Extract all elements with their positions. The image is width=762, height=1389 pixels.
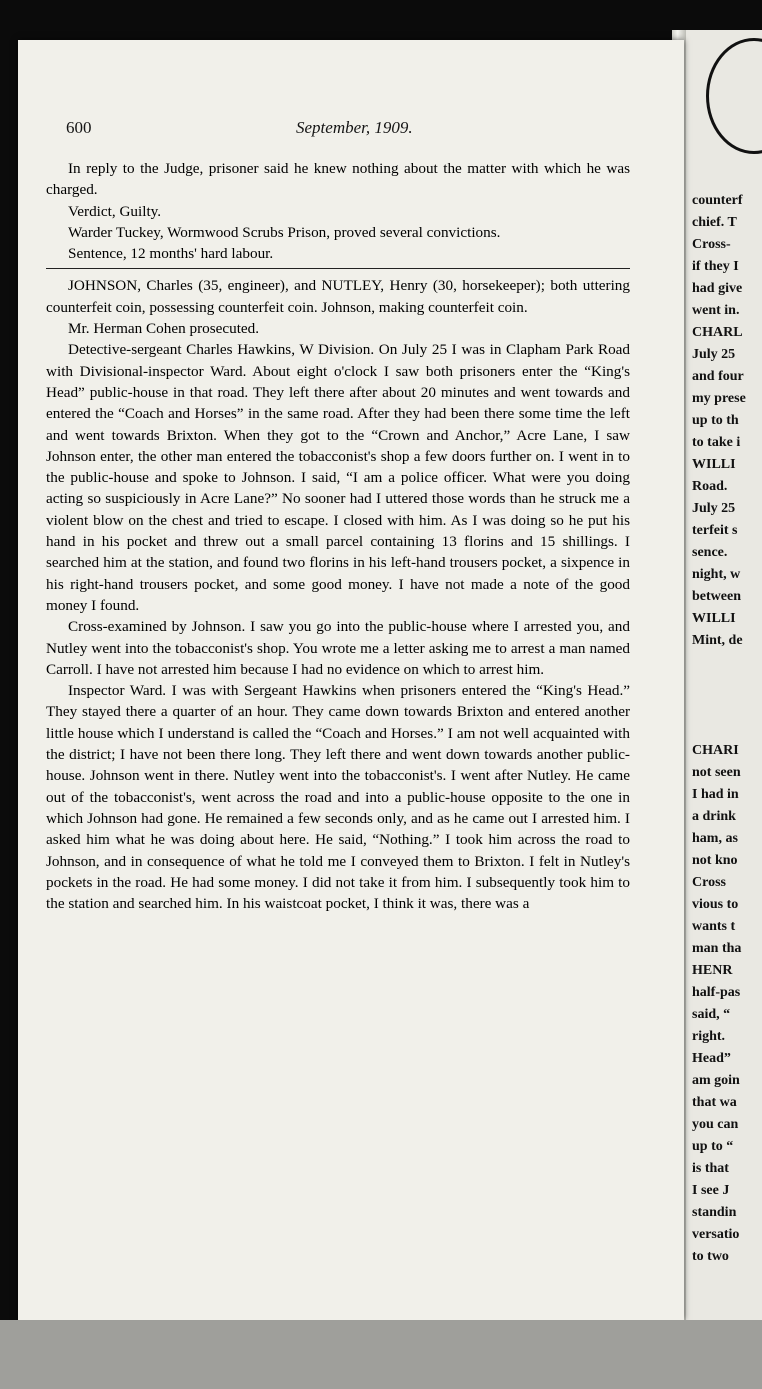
paragraph: In reply to the Judge, prisoner said he knew nothing about the matter with which he was charged. — [46, 160, 630, 199]
paragraph: Verdict, Guilty. — [68, 202, 162, 220]
facing-fragment: Cross- — [692, 237, 731, 252]
facing-page — [686, 30, 762, 1330]
facing-fragment: to two — [692, 1249, 729, 1264]
facing-fragment: between — [692, 589, 741, 604]
facing-fragment: terfeit s — [692, 523, 738, 538]
facing-fragment: July 25 — [692, 501, 736, 516]
facing-fragment: night, w — [692, 567, 741, 582]
facing-fragment: counterf — [692, 193, 743, 208]
facing-fragment: you can — [692, 1117, 739, 1132]
facing-fragment: went in. — [692, 303, 740, 318]
facing-fragment — [692, 696, 746, 718]
paragraph: Cross-examined by Johnson. I saw you go into the public-house where I arrested you, and Nutley went into the tobacconist's shop. You wrote me a letter asking me to arrest a man named Carroll. I have not arrested him because I had no evidence on which to arrest him. — [46, 618, 630, 678]
facing-fragment: I had in — [692, 787, 739, 802]
facing-fragment: chief. T — [692, 215, 737, 230]
facing-fragment — [692, 652, 746, 674]
facing-fragment: wants t — [692, 919, 736, 934]
facing-fragment: up to th — [692, 413, 739, 428]
body-text — [46, 158, 630, 914]
facing-fragment: Mint, de — [692, 633, 743, 648]
facing-fragment: vious to — [692, 897, 739, 912]
section-divider — [46, 268, 630, 269]
paragraph: Mr. Herman Cohen prosecuted. — [68, 320, 260, 338]
facing-fragment: CHARI — [692, 743, 739, 758]
facing-fragment: half-pas — [692, 985, 741, 1000]
case-heading: JOHNSON, Charles (35, engineer), and NUTLEY, Henry (30, horsekeeper); both uttering counterfeit coin, possessing counterfeit coin. Johnson, making counterfeit coin. — [46, 277, 630, 316]
paragraph: Warder Tuckey, Wormwood Scrubs Prison, proved several convictions. — [68, 223, 501, 241]
facing-fragment: man tha — [692, 941, 742, 956]
facing-fragment: had give — [692, 281, 743, 296]
facing-fragment: July 25 — [692, 347, 736, 362]
page-header — [66, 118, 642, 142]
facing-fragment: not seen — [692, 765, 741, 780]
facing-fragment: Road. — [692, 479, 728, 494]
facing-fragment: am goin — [692, 1073, 740, 1088]
facing-fragment: if they I — [692, 259, 739, 274]
facing-fragment: up to “ — [692, 1139, 734, 1154]
facing-fragment: my prese — [692, 391, 746, 406]
facing-fragment: Head” — [692, 1051, 731, 1066]
facing-fragment: a drink — [692, 809, 736, 824]
scan-background — [0, 1320, 762, 1389]
paragraph: Sentence, 12 months' hard labour. — [68, 245, 274, 263]
facing-fragment: versatio — [692, 1227, 740, 1242]
facing-fragment: right. — [692, 1029, 726, 1044]
facing-fragment: said, “ — [692, 1007, 731, 1022]
facing-fragment: ham, as — [692, 831, 738, 846]
facing-fragment: and four — [692, 369, 744, 384]
library-stamp — [706, 38, 762, 154]
paragraph: Detective-sergeant Charles Hawkins, W Division. On July 25 I was in Clapham Park Road with Divisional-inspector Ward. About eight o'clock I saw both prisoners enter the “King's Head” public-house in that road. They left there after about 20 minutes and went towards and entered the “Coach and Horses” in the same road. After they had been there some time the left and went towards Brixton. When they got to the “Crown and Anchor,” Acre Lane, I saw Johnson enter, the other man entered the tobacconist's shop a few doors further on. I went in to the public-house and spoke to Johnson. I said, “I am a police officer. What were you doing acting so suspiciously in Acre Lane?” No sooner had I uttered those words than he struck me a violent blow on the chest and tried to escape. I closed with him. As I was doing so he put his hand in his pocket and threw out a small parcel containing 13 florins and 15 shillings. I searched him at the station, and found two florins in his left-hand trousers pocket, a sixpence in his right-hand trousers pocket, and some good money. I have not made a note of the good money I found. — [46, 341, 630, 614]
facing-fragment — [692, 718, 746, 740]
facing-fragment — [692, 674, 746, 696]
facing-fragment: sence. — [692, 545, 728, 560]
facing-fragment: HENR — [692, 963, 733, 978]
facing-fragment: WILLI — [692, 457, 736, 472]
facing-fragment: I see J — [692, 1183, 730, 1198]
facing-fragment: CHARL — [692, 325, 743, 340]
facing-fragment: that wa — [692, 1095, 737, 1110]
facing-fragment: Cross — [692, 875, 726, 890]
facing-fragment: is that — [692, 1161, 729, 1176]
facing-page-text — [692, 190, 746, 1268]
facing-fragment: standin — [692, 1205, 737, 1220]
facing-fragment: not kno — [692, 853, 738, 868]
running-date: September, 1909. — [296, 118, 413, 137]
facing-fragment: WILLI — [692, 611, 736, 626]
page-number: 600 — [66, 118, 92, 137]
paragraph: Inspector Ward. I was with Sergeant Hawkins when prisoners entered the “King's Head.” They stayed there a quarter of an hour. They came down towards Brixton and entered another little house which I understand is called the “Coach and Horses.” I am not well acquainted with the district; I have not been there long. They left there and went down towards another public-house. Johnson went in there. Nutley went into the tobacconist's. I went after Nutley. He came out of the tobacconist's, went across the road and into a public-house opposite to the one in which Johnson had gone. He remained a few seconds only, and as he came out I arrested him. I asked him what he was doing about here. He said, “Nothing.” I took him across the road to Johnson, and in consequence of what he told me I conveyed them to Brixton. I felt in Nutley's pockets in the road. He had some money. I did not take it from him. I subsequently took him to the station and searched him. In his waistcoat pocket, I think it was, there was a — [46, 682, 630, 913]
facing-fragment: to take i — [692, 435, 741, 450]
